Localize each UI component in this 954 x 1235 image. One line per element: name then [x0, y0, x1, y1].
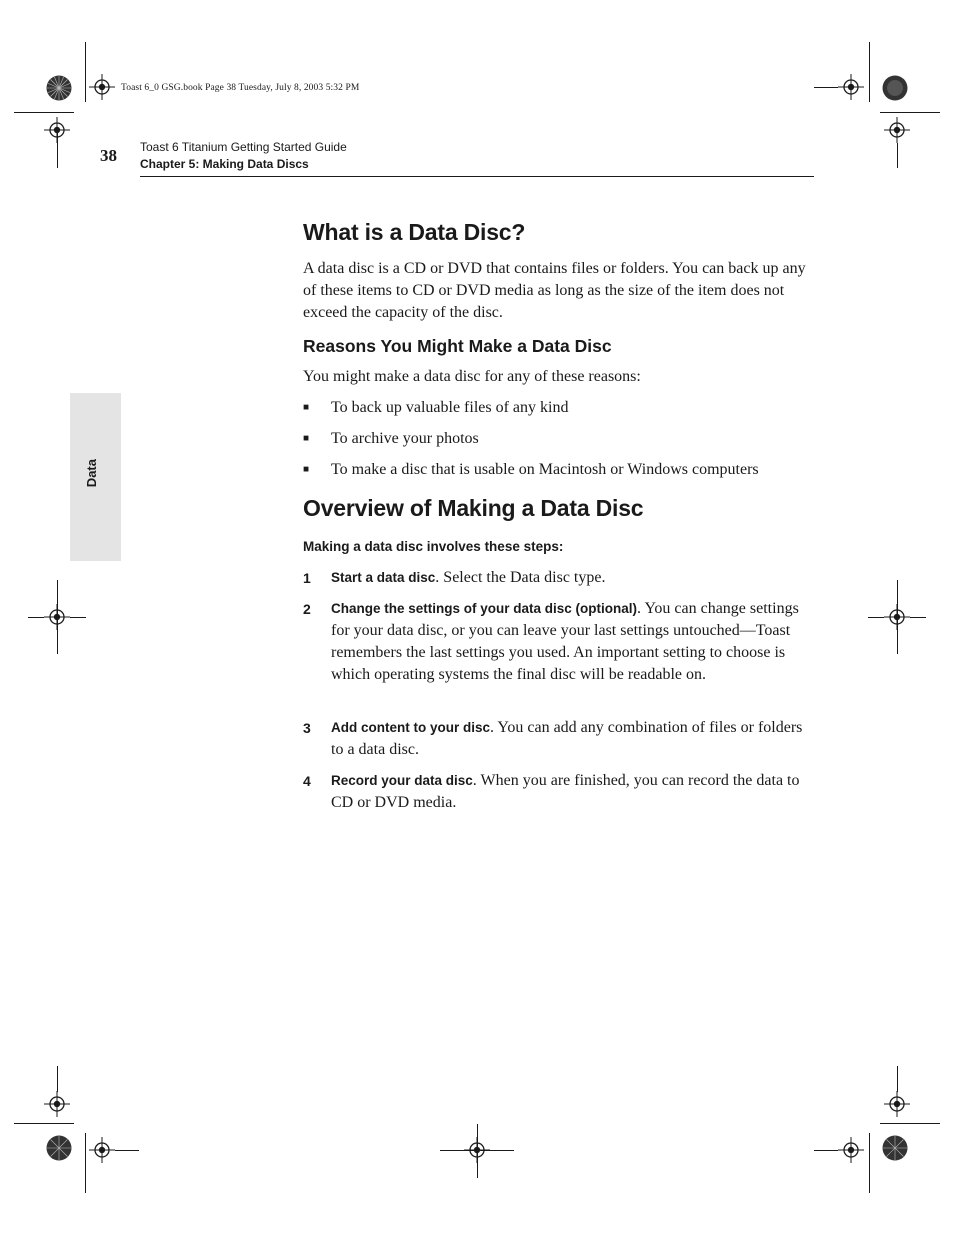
crop-mark: [897, 143, 898, 168]
step-lead: Change the settings of your data disc (optional): [331, 601, 638, 616]
registration-mark-icon: [838, 1137, 864, 1163]
color-star-target-icon: [882, 75, 908, 101]
registration-mark-icon: [884, 117, 910, 143]
step-number: 2: [303, 601, 311, 617]
page-number: 38: [100, 146, 117, 165]
crop-mark: [910, 617, 926, 618]
step-number: 4: [303, 773, 311, 789]
crop-mark: [814, 1150, 838, 1151]
step-lead: Start a data disc: [331, 570, 436, 585]
step-body: [331, 567, 815, 589]
step-number: 3: [303, 720, 311, 736]
crop-mark: [70, 617, 86, 618]
print-slug-line: Toast 6_0 GSG.book Page 38 Tuesday, July 8, 2003 5:32 PM: [121, 83, 360, 93]
crop-mark: [880, 112, 940, 113]
color-star-target-icon: [882, 1135, 908, 1161]
steps-intro: Making a data disc involves these steps:: [303, 539, 564, 554]
crop-mark: [115, 1150, 139, 1151]
step-text: . Select the Data disc type.: [435, 569, 606, 586]
side-thumb-tab: [70, 393, 121, 561]
crop-mark: [14, 112, 74, 113]
book-title: Toast 6 Titanium Getting Started Guide: [140, 140, 347, 154]
step-text: . You can change settings for your data disc, or you can leave your last settings untouched—Toast remembers the last settings you used. An important setting to choose is which operating systems the final disc will be readable on.: [331, 600, 799, 683]
list-item-text: To archive your photos: [331, 430, 479, 447]
list-item-text: To back up valuable files of any kind: [331, 399, 569, 416]
list-item-text: To make a disc that is usable on Macintosh or Windows computers: [331, 461, 759, 478]
bullet-square-icon: ■: [303, 464, 310, 475]
crop-mark: [14, 1123, 74, 1124]
color-star-target-icon: [46, 1135, 72, 1161]
step-lead: Record your data disc: [331, 773, 473, 788]
step-text: . When you are finished, you can record the data to CD or DVD media.: [331, 772, 800, 811]
header-rule: [140, 176, 814, 177]
step-lead: Add content to your disc: [331, 720, 491, 735]
crop-mark: [880, 1123, 940, 1124]
crop-mark: [869, 42, 870, 102]
step-text: . You can add any combination of files or folders to a data disc.: [331, 719, 803, 758]
registration-mark-icon: [838, 74, 864, 100]
crop-mark: [57, 1066, 58, 1092]
heading-reasons: Reasons You Might Make a Data Disc: [303, 336, 612, 356]
step-body: [331, 598, 815, 686]
color-star-target-icon: [46, 75, 72, 101]
crop-mark: [57, 130, 58, 168]
side-tab-label: Data: [84, 459, 99, 488]
step-number: 1: [303, 570, 311, 586]
registration-mark-icon: [89, 74, 115, 100]
crop-mark: [85, 1133, 86, 1193]
chapter-title: Chapter 5: Making Data Discs: [140, 157, 309, 171]
registration-mark-icon: [89, 1137, 115, 1163]
crop-mark: [897, 1066, 898, 1092]
crop-mark: [868, 617, 884, 618]
registration-mark-icon: [44, 1091, 70, 1117]
bullet-square-icon: ■: [303, 402, 310, 413]
section1-body: A data disc is a CD or DVD that contains files or folders. You can back up any of these items to CD or DVD media as long as the size of the item does not exceed the capacity of the disc.: [303, 260, 806, 321]
section2-intro: You might make a data disc for any of these reasons:: [303, 368, 641, 385]
step-body: [331, 770, 815, 814]
crop-mark: [477, 1124, 478, 1178]
step-body: [331, 717, 815, 761]
crop-mark: [814, 87, 838, 88]
registration-mark-icon: [884, 1091, 910, 1117]
crop-mark: [28, 617, 44, 618]
heading-what-is-data-disc: What is a Data Disc?: [303, 219, 526, 245]
heading-overview: Overview of Making a Data Disc: [303, 495, 644, 521]
crop-mark: [85, 42, 86, 102]
crop-mark: [869, 1133, 870, 1193]
registration-mark-icon: [44, 604, 70, 630]
registration-mark-icon: [884, 604, 910, 630]
bullet-square-icon: ■: [303, 433, 310, 444]
